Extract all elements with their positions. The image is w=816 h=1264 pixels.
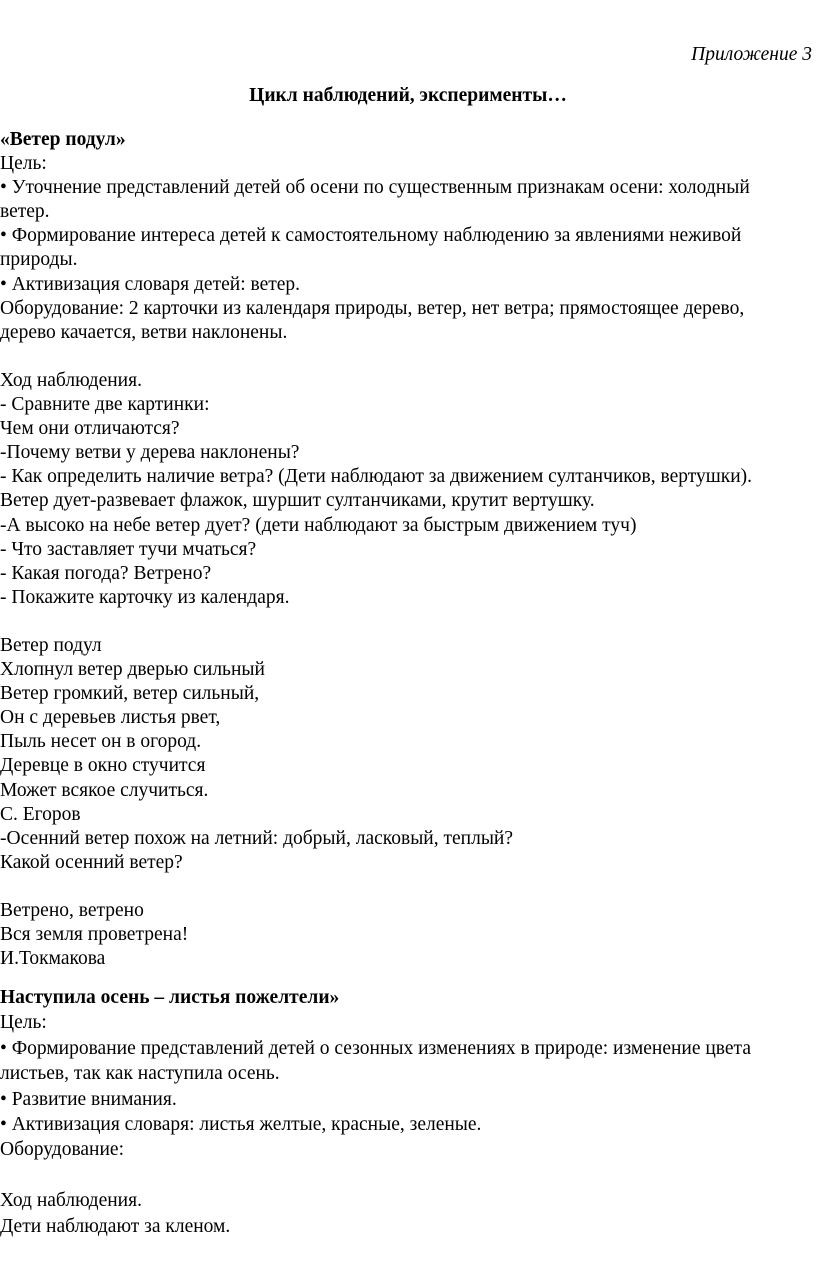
appendix-label: Приложение 3 xyxy=(691,44,812,65)
text-line: Какой осенний ветер? xyxy=(0,851,183,873)
text-line: листьев, так как наступила осень. xyxy=(0,1063,280,1085)
text-line: - Какая погода? Ветрено? xyxy=(0,562,212,584)
text-line: - Покажите карточку из календаря. xyxy=(0,586,290,608)
text-line: Ветер подул xyxy=(0,634,102,656)
blank-line xyxy=(0,345,812,369)
text-line: - Что заставляет тучи мчаться? xyxy=(0,538,257,560)
section-body xyxy=(0,152,812,971)
text-line: ветер. xyxy=(0,201,50,223)
text-line: Оборудование: 2 карточки из календаря природы, ветер, нет ветра; прямостоящее дерево, xyxy=(0,297,745,319)
section-autumn-leaves xyxy=(0,985,812,1239)
text-line: Дети наблюдают за кленом. xyxy=(0,1215,231,1237)
text-line: дерево качается, ветви наклонены. xyxy=(0,321,288,343)
text-line: Оборудование: xyxy=(0,1139,124,1161)
text-line: -Почему ветви у дерева наклонены? xyxy=(0,442,300,464)
text-line: - Сравните две картинки: xyxy=(0,394,210,416)
text-line: Он с деревьев листья рвет, xyxy=(0,707,221,729)
text-line: - Как определить наличие ветра? (Дети наблюдают за движением султанчиков, вертушки). xyxy=(0,466,753,488)
section-wind xyxy=(0,128,812,971)
section-title: «Ветер подул» xyxy=(0,129,126,150)
text-line: Ход наблюдения. xyxy=(0,369,142,391)
text-line: Может всякое случиться. xyxy=(0,779,209,801)
text-line: Пыль несет он в огород. xyxy=(0,731,202,753)
text-line: Ход наблюдения. xyxy=(0,1190,142,1212)
text-line: Ветер громкий, ветер сильный, xyxy=(0,683,260,705)
text-line: Цель: xyxy=(0,153,47,175)
text-line: • Уточнение представлений детей об осени по существенным признакам осени: холодный xyxy=(0,177,750,199)
text-line: природы. xyxy=(0,249,78,271)
blank-line xyxy=(0,1163,812,1188)
text-line: Деревце в окно стучится xyxy=(0,755,206,777)
text-line: Вся земля проветрена! xyxy=(0,924,189,946)
text-line: Ветер дует-развевает флажок, шуршит султанчиками, крутит вертушку. xyxy=(0,490,595,512)
text-line: Цель: xyxy=(0,1012,47,1034)
blank-line xyxy=(0,610,812,634)
text-line: Хлопнул ветер дверью сильный xyxy=(0,659,265,681)
text-line: • Развитие внимания. xyxy=(0,1088,177,1110)
text-line: Ветрено, ветрено xyxy=(0,900,144,921)
text-line: • Активизация словаря: листья желтые, красные, зеленые. xyxy=(0,1113,482,1135)
section-body xyxy=(0,1010,812,1239)
text-line: -А высоко на небе ветер дует? (дети наблюдают за быстрым движением туч) xyxy=(0,514,637,536)
page-title: Цикл наблюдений, эксперименты… xyxy=(249,85,567,106)
text-line: -Осенний ветер похож на летний: добрый, ласковый, теплый? xyxy=(0,827,514,849)
text-line: • Формирование интереса детей к самостоятельному наблюдению за явлениями неживой xyxy=(0,225,742,247)
text-line: И.Токмакова xyxy=(0,948,106,970)
text-line: • Активизация словаря детей: ветер. xyxy=(0,273,301,295)
text-line: С. Егоров xyxy=(0,803,81,825)
blank-line xyxy=(0,875,812,899)
text-line: • Формирование представлений детей о сезонных изменениях в природе: изменение цвета xyxy=(0,1037,751,1059)
section-title: Наступила осень – листья пожелтели» xyxy=(0,987,340,1008)
text-line: Чем они отличаются? xyxy=(0,418,180,440)
